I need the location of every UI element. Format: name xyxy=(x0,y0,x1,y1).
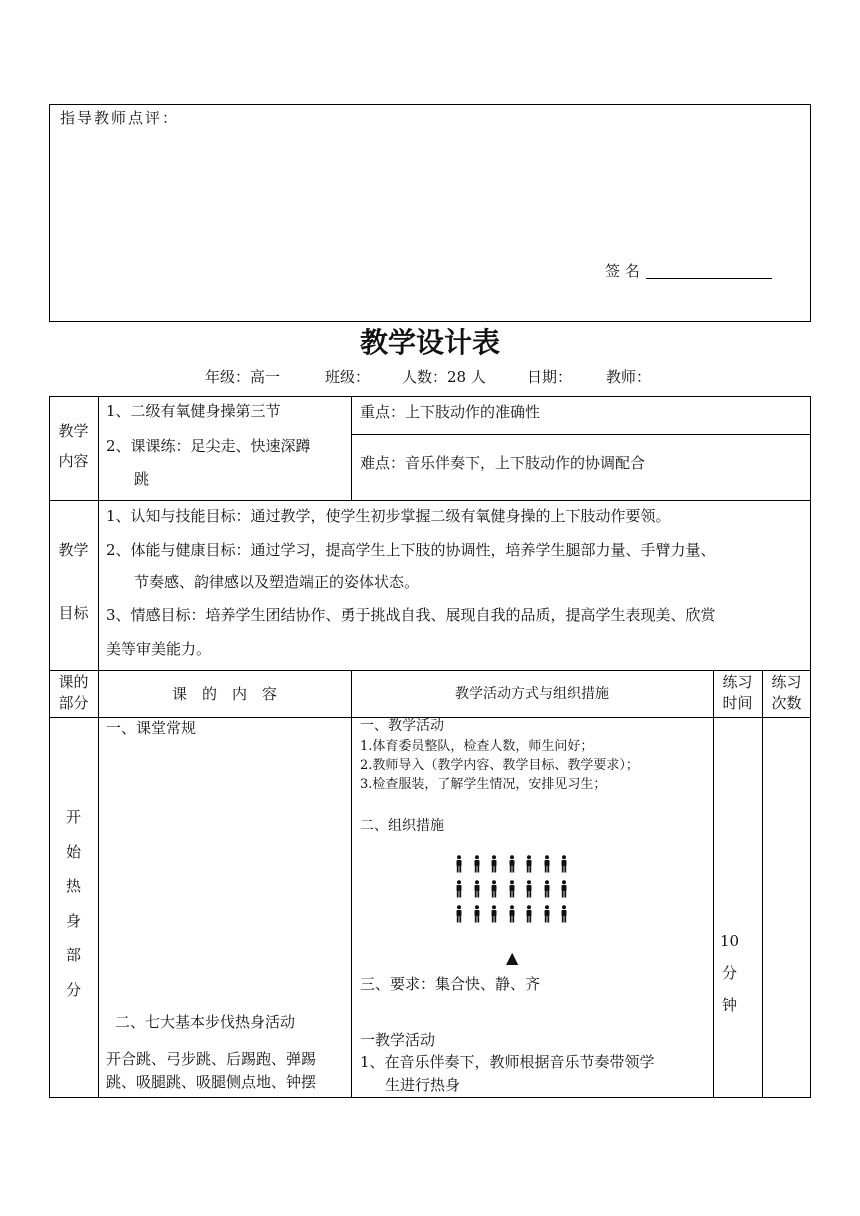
content-header: 教学 内容 xyxy=(58,422,89,470)
act2-title: 一教学活动 xyxy=(360,1031,436,1049)
student-figure-icon xyxy=(473,905,481,923)
steps-line-2: 跳、吸腿跳、吸腿侧点地、钟摆 xyxy=(106,1073,317,1091)
student-figure-icon xyxy=(543,855,551,873)
student-figure-icon xyxy=(508,905,516,923)
steps-title: 二、七大基本步伐热身活动 xyxy=(115,1013,296,1031)
student-figure-icon xyxy=(508,855,516,873)
act-item-3: 3.检查服装，了解学生情况，安排见习生； xyxy=(360,777,607,792)
student-figure-icon xyxy=(490,855,498,873)
review-label: 指导教师点评： xyxy=(60,109,180,127)
col-divider xyxy=(713,670,714,1098)
student-figure-icon xyxy=(490,905,498,923)
student-figure-icon xyxy=(490,880,498,898)
content-item-2: 2、课课练：足尖走、快速深蹲 xyxy=(106,437,311,455)
goal-2: 2、体能与健康目标：通过学习，提高学生上下肢的协调性，培养学生腿部力量、手臂力量、 xyxy=(106,541,716,559)
col-header-part: 课的 部分 xyxy=(58,673,89,712)
meta-teacher: 教师： xyxy=(606,368,652,386)
col-divider xyxy=(98,396,99,1098)
meta-class: 班级： xyxy=(325,368,371,386)
goals-header-2: 目标 xyxy=(58,604,89,622)
act-item-1: 1.体育委员整队，检查人数，师生问好； xyxy=(360,739,594,754)
student-figure-icon xyxy=(543,905,551,923)
requirement: 三、要求：集合快、静、齐 xyxy=(360,975,541,993)
student-figure-icon xyxy=(560,905,568,923)
warmup-part-label: 开 始 热 身 部 分 xyxy=(65,808,81,999)
sign-label: 签 名 xyxy=(605,262,640,280)
goals-header-1: 教学 xyxy=(58,541,89,559)
review-box xyxy=(49,104,811,322)
col-divider xyxy=(351,396,352,500)
content-item-1: 1、二级有氧健身操第三节 xyxy=(106,402,281,420)
meta-date: 日期： xyxy=(527,368,573,386)
content-item-2-cont: 跳 xyxy=(134,470,150,488)
col-divider xyxy=(762,670,763,1098)
time-unit-1: 分 xyxy=(722,964,738,982)
time-value: 10 xyxy=(720,932,740,950)
goal-1: 1、认知与技能目标：通过教学，使学生初步掌握二级有氧健身操的上下肢动作要领。 xyxy=(106,507,671,525)
student-figure-icon xyxy=(560,855,568,873)
key-point: 重点：上下肢动作的准确性 xyxy=(360,403,541,421)
student-figure-icon xyxy=(508,880,516,898)
page-title: 教学设计表 xyxy=(359,326,500,359)
act-item-2: 2.教师导入（教学内容、教学目标、教学要求）； xyxy=(360,758,639,773)
col-header-time: 练习 时间 xyxy=(722,673,753,712)
student-figure-icon xyxy=(473,880,481,898)
student-figure-icon xyxy=(525,905,533,923)
teacher-marker-icon: ▲ xyxy=(506,948,519,967)
student-figure-icon xyxy=(455,880,463,898)
col-header-count: 练习 次数 xyxy=(771,673,802,712)
meta-count: 人数：28 人 xyxy=(402,368,486,386)
goal-3: 3、情感目标：培养学生团结协作、勇于挑战自我、展现自我的品质，提高学生表现美、欣赏 xyxy=(106,606,716,624)
student-figure-icon xyxy=(525,880,533,898)
student-figure-icon xyxy=(560,880,568,898)
act2-item: 1、在音乐伴奏下，教师根据音乐节奏带领学 xyxy=(360,1053,655,1071)
sign-line xyxy=(646,278,772,279)
goal-2-cont: 节奏感、韵律感以及塑造端正的姿体状态。 xyxy=(134,573,420,591)
student-figure-icon xyxy=(473,855,481,873)
org-title: 二、组织措施 xyxy=(360,818,444,834)
act-title: 一、教学活动 xyxy=(360,718,444,734)
time-unit-2: 钟 xyxy=(722,996,738,1014)
col-header-content: 课 的 内 容 xyxy=(171,685,277,703)
steps-line-1: 开合跳、弓步跳、后踢跑、弹踢 xyxy=(106,1050,317,1068)
row-divider xyxy=(49,670,811,671)
col-divider xyxy=(351,670,352,1098)
act2-item-cont: 生进行热身 xyxy=(385,1076,461,1094)
row-divider xyxy=(49,500,811,501)
routine-title: 一、课堂常规 xyxy=(106,719,197,737)
col-header-activities: 教学活动方式与组织措施 xyxy=(455,686,609,702)
cell-divider xyxy=(351,434,811,435)
student-figure-icon xyxy=(525,855,533,873)
difficulty: 难点：音乐伴奏下，上下肢动作的协调配合 xyxy=(360,454,646,472)
student-figure-icon xyxy=(455,855,463,873)
student-formation xyxy=(455,855,580,925)
goal-3-cont: 美等审美能力。 xyxy=(106,640,212,658)
student-figure-icon xyxy=(543,880,551,898)
student-figure-icon xyxy=(455,905,463,923)
meta-grade: 年级：高一 xyxy=(205,368,281,386)
